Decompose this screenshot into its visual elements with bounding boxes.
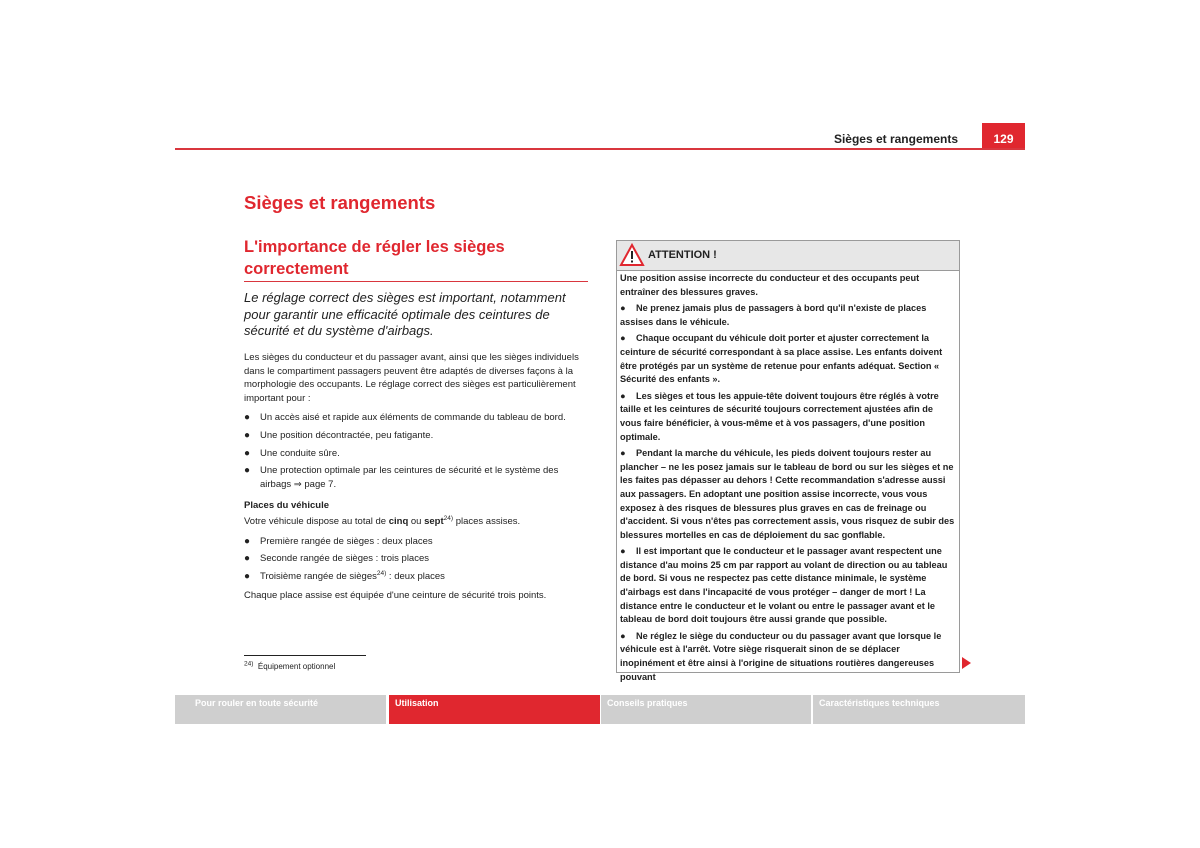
warning-item xyxy=(620,332,956,386)
warning-item-text: Les sièges et tous les appuie-tête doivent toujours être réglés à votre taille et les ceintures de sécurité toujours correctement ajustées afin de vous faire bénéficier, à vous-même et à vos passagers, d'une position optimale. xyxy=(620,390,939,442)
list-item-text: Une conduite sûre. xyxy=(260,447,340,459)
bullet-icon: ● xyxy=(244,570,251,582)
bullet-icon: ● xyxy=(620,303,626,314)
places-heading: Places du véhicule xyxy=(244,500,330,512)
warning-triangle-icon xyxy=(620,244,644,266)
warning-item-text: Pendant la marche du véhicule, les pieds doivent toujours rester au plancher – ne les posez jamais sur le tableau de bord ou sur les sièges et ne les faites pas dépasser au dehors ! Cette recommandation s'adresse aussi aux passagers. En adoptant une position assise incorrecte, vous vous exposez à des risques de blessures plus graves en cas de freinage ou d'accident. Si vous n'êtes pas correctement assis, vous risquez de subir des blessures mortelles en cas de déploiement du sac gonflable. xyxy=(620,448,955,540)
closing-paragraph: Chaque place assise est équipée d'une ceinture de sécurité trois points. xyxy=(244,590,547,602)
list-item-text: Un accès aisé et rapide aux éléments de commande du tableau de bord. xyxy=(260,412,566,424)
list-item-text-a: Troisième rangée de sièges xyxy=(260,570,377,582)
warning-item xyxy=(620,545,956,627)
warning-body xyxy=(617,271,959,684)
bullet-icon: ● xyxy=(244,535,251,547)
footnote-marker: 24) xyxy=(244,660,254,668)
body-column xyxy=(244,351,592,609)
list-item-text: Seconde rangée de sièges : trois places xyxy=(260,553,429,565)
warning-item xyxy=(620,447,956,542)
list-item xyxy=(244,570,592,584)
bullet-icon: ● xyxy=(620,448,626,459)
list-item xyxy=(244,411,592,425)
places-text-b: places assises. xyxy=(453,515,521,527)
bullet-icon: ● xyxy=(620,630,626,641)
places-sept: sept xyxy=(424,515,444,527)
arrow-right-icon xyxy=(962,657,971,669)
section-rule xyxy=(244,281,588,282)
warning-lead: Une position assise incorrecte du conducteur et des occupants peut entraîner des blessures graves. xyxy=(620,273,920,297)
running-header-title: Sièges et rangements xyxy=(833,132,958,146)
bullet-icon: ● xyxy=(620,546,626,557)
warning-item xyxy=(620,630,956,684)
body-paragraph: Les sièges du conducteur et du passager avant, ainsi que les sièges individuels dans le compartiment passagers peuvent être adaptés de diverses façons à la morphologie des occupants. Le réglage correct des sièges est particulièrement important pour : xyxy=(244,352,579,404)
footnote xyxy=(244,662,335,671)
page-number: 129 xyxy=(982,123,1025,150)
list-item-text: Première rangée de sièges : deux places xyxy=(260,535,433,547)
bullet-icon: ● xyxy=(244,447,251,459)
warning-item xyxy=(620,302,956,329)
bullet-icon: ● xyxy=(244,429,251,441)
places-paragraph xyxy=(244,515,592,529)
warning-item-text: Chaque occupant du véhicule doit porter et ajuster correctement la ceinture de sécurité correspondant à sa place assise. Les enfants doivent être protégés par un système de retenue pour enfants adéquat. Section « Sécurité des enfants ». xyxy=(620,333,943,385)
list-item-text: Une position décontractée, peu fatigante. xyxy=(260,429,434,441)
list-item-text-b: : deux places xyxy=(386,570,445,582)
warning-item-text: Ne réglez le siège du conducteur ou du passager avant que lorsque le véhicule est à l'arrêt. Votre siège risquerait sinon de se déplacer inopinément et être ainsi à l'origine de situations routières dangereuses pouvant xyxy=(620,630,942,682)
places-ou: ou xyxy=(408,515,425,527)
footer-tab-utilisation[interactable]: Utilisation xyxy=(389,695,600,724)
footer-tab-caracteristiques[interactable]: Caractéristiques techniques xyxy=(813,695,1025,724)
footnote-text: Équipement optionnel xyxy=(257,662,336,671)
footnote-ref: 24) xyxy=(443,514,454,522)
bullet-icon: ● xyxy=(244,553,251,565)
warning-box xyxy=(616,240,960,682)
list-item xyxy=(244,552,592,566)
footer-tab-securite[interactable]: Pour rouler en toute sécurité xyxy=(175,695,386,724)
footnote-rule xyxy=(244,655,366,656)
bullet-icon: ● xyxy=(620,333,626,344)
footer-nav xyxy=(175,695,1025,724)
warning-title: ATTENTION ! xyxy=(648,249,717,261)
warning-item-text: Il est important que le conducteur et le passager avant respectent une distance d'au moins 25 cm par rapport au volant de direction ou au tableau de bord. Si vous ne respectez pas cette distance minimale, le système d'airbags est dans l'incapacité de vous protéger – danger de mort ! La distance entre le conducteur et le volant ou entre le passager avant et le tableau de bord doit toujours être aussi grande que possible. xyxy=(620,546,948,625)
places-cinq: cinq xyxy=(388,515,409,527)
warning-header xyxy=(617,241,959,271)
bullet-icon: ● xyxy=(620,390,626,401)
warning-item xyxy=(620,390,956,444)
bullet-icon: ● xyxy=(244,412,251,424)
footnote-ref: 24) xyxy=(376,569,387,577)
intro-paragraph: Le réglage correct des sièges est important, notamment pour garantir une efficacité optimale des ceintures de sécurité et du système d'airbags. xyxy=(244,290,566,338)
list-item xyxy=(244,535,592,549)
list-item xyxy=(244,429,592,443)
chapter-title: Sièges et rangements xyxy=(244,192,436,213)
header-rule xyxy=(175,148,1025,150)
list-item xyxy=(244,447,592,461)
places-text-a: Votre véhicule dispose au total de xyxy=(244,515,389,527)
bullet-icon: ● xyxy=(244,465,251,477)
warning-item-text: Ne prenez jamais plus de passagers à bord qu'il n'existe de places assises dans le véhicule. xyxy=(620,303,927,327)
list-item-text: Une protection optimale par les ceintures de sécurité et le système des airbags ⇒ page 7. xyxy=(260,465,559,490)
list-item xyxy=(244,464,592,491)
section-title: L'importance de régler les sièges correctement xyxy=(244,238,505,278)
footer-tab-conseils[interactable]: Conseils pratiques xyxy=(601,695,811,724)
